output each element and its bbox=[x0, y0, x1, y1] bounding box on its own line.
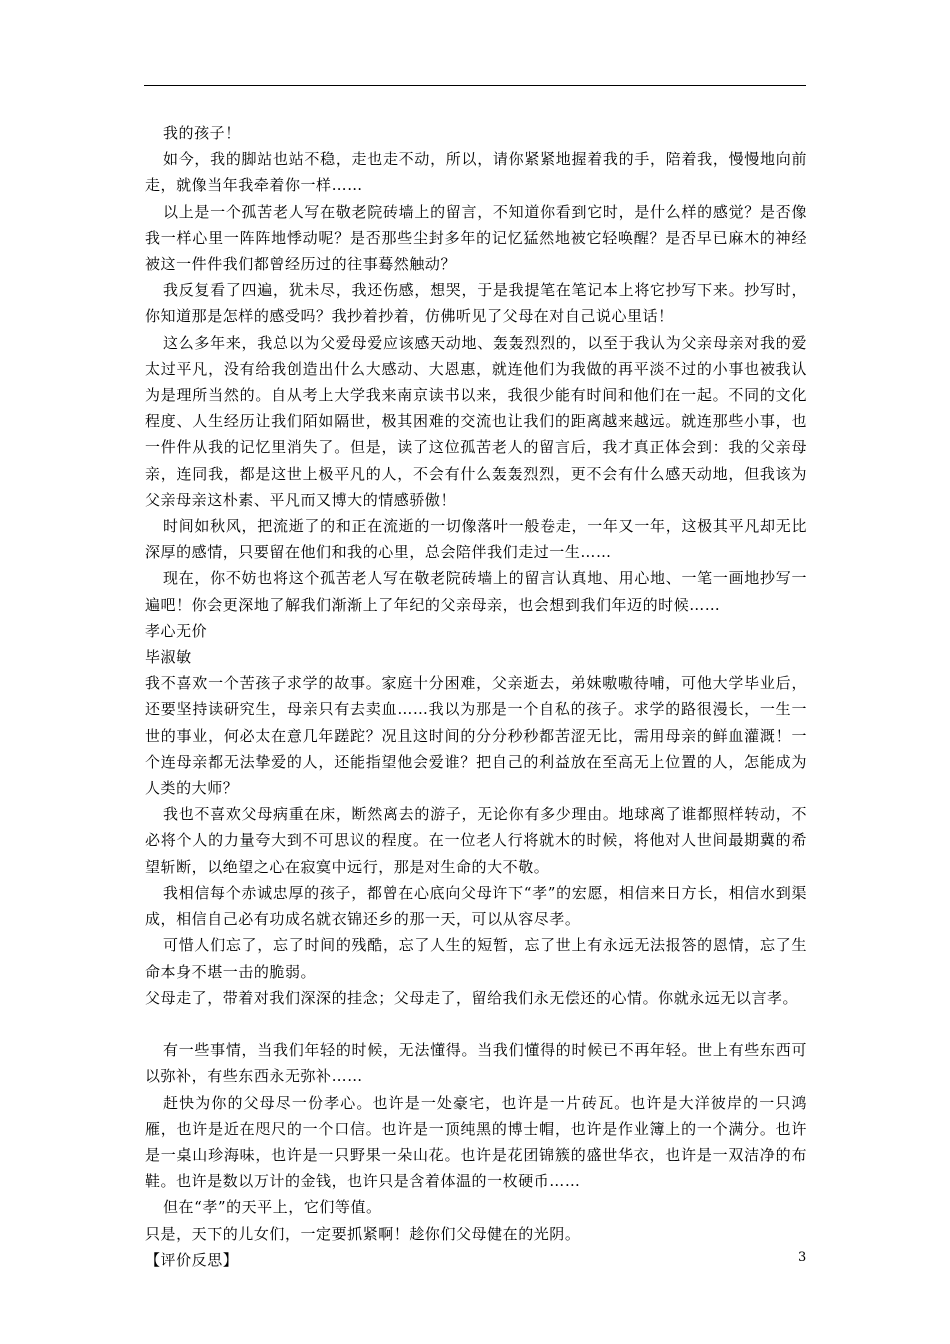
body-paragraph: 以上是一个孤苦老人写在敬老院砖墙上的留言，不知道你看到它时，是什么样的感觉？是否像我一样心里一阵阵地悸动呢？是否那些尘封多年的记忆猛然地被它轻唤醒？是否早已麻木的神经被这一件件我们都曾经历过的往事蓦然触动？ bbox=[145, 202, 807, 274]
body-paragraph: 可惜人们忘了，忘了时间的残酷，忘了人生的短暂，忘了世上有永远无法报答的恩情，忘了生命本身不堪一击的脆弱。 bbox=[145, 936, 807, 981]
body-paragraph: 赶快为你的父母尽一份孝心。也许是一处豪宅，也许是一片砖瓦。也许是大洋彼岸的一只鸿雁，也许是近在咫尺的一个口信。也许是一顶纯黑的博士帽，也许是作业簿上的一个满分。也许是一桌山珍海味，也许是一只野果一朵山花。也许是花团锦簇的盛世华衣，也许是一双洁净的布鞋。也许是数以万计的金钱，也许只是含着体温的一枚硬币…… bbox=[145, 1093, 807, 1191]
page-number: 3 bbox=[798, 1250, 807, 1265]
body-paragraph: 现在，你不妨也将这个孤苦老人写在敬老院砖墙上的留言认真地、用心地、一笔一画地抄写一遍吧！你会更深地了解我们渐渐上了年纪的父亲母亲，也会想到我们年迈的时候…… bbox=[145, 569, 807, 614]
document-body bbox=[145, 120, 807, 1273]
blank-line bbox=[145, 1011, 807, 1037]
article-title: 孝心无价 bbox=[145, 621, 208, 640]
body-paragraph: 我也不喜欢父母病重在床，断然离去的游子，无论你有多少理由。地球离了谁都照样转动，不必将个人的力量夸大到不可思议的程度。在一位老人行将就木的时候，将他对人世间最期冀的希望斩断，以绝望之心在寂寞中远行，那是对生命的大不敬。 bbox=[145, 805, 807, 876]
body-paragraph: 我不喜欢一个苦孩子求学的故事。家庭十分困难，父亲逝去，弟妹嗷嗷待哺，可他大学毕业后，还要坚持读研究生，母亲只有去卖血……我以为那是一个自私的孩子。求学的路很漫长，一生一世的事业，何必太在意几年蹉跎？况且这时间的分分秒秒都苦涩无比，需用母亲的鲜血灌溉！一个连母亲都无法挚爱的人，还能指望他会爱谁？把自己的利益放在至高无上位置的人，怎能成为人类的大师？ bbox=[145, 674, 807, 798]
body-paragraph: 父母走了，带着对我们深深的挂念；父母走了，留给我们永无偿还的心情。你就永远无以言孝。 bbox=[145, 988, 799, 1007]
salutation-paragraph: 我的孩子！ bbox=[163, 124, 241, 142]
body-paragraph: 但在“孝”的天平上，它们等值。 bbox=[163, 1198, 382, 1217]
body-paragraph: 我反复看了四遍，犹未尽，我还伤感，想哭，于是我提笔在笔记本上将它抄写下来。抄写时，你知道那是怎样的感受吗？我抄着抄着，仿佛听见了父母在对自己说心里话！ bbox=[145, 281, 807, 326]
body-paragraph: 有一些事情，当我们年轻的时候，无法懂得。当我们懂得的时候已不再年轻。世上有些东西可以弥补，有些东西永无弥补…… bbox=[145, 1041, 807, 1086]
section-heading: 【评价反思】 bbox=[145, 1250, 239, 1269]
body-paragraph: 只是，天下的儿女们，一定要抓紧啊！趁你们父母健在的光阴。 bbox=[145, 1224, 581, 1243]
body-paragraph: 这么多年来，我总以为父爱母爱应该感天动地、轰轰烈烈的，以至于我认为父亲母亲对我的爱太过平凡，没有给我创造出什么大感动、大恩惠，就连他们为我做的再平淡不过的小事也被我认为是理所当然的。自从考上大学我来南京读书以来，我很少能有时间和他们在一起。不同的文化程度、人生经历让我们陌如隔世，极其困难的交流也让我们的距离越来越远。就连那些小事，也一件件从我的记忆里消失了。但是，读了这位孤苦老人的留言后，我才真正体会到：我的父亲母亲，连同我，都是这世上极平凡的人，不会有什么轰轰烈烈，更不会有什么感天动地，但我该为父亲母亲这朴素、平凡而又博大的情感骄傲！ bbox=[145, 333, 807, 509]
header-rule bbox=[144, 85, 806, 86]
article-author: 毕淑敏 bbox=[145, 648, 192, 667]
body-paragraph: 如今，我的脚站也站不稳，走也走不动，所以，请你紧紧地握着我的手，陪着我，慢慢地向前走，就像当年我牵着你一样…… bbox=[145, 150, 807, 195]
body-paragraph: 时间如秋风，把流逝了的和正在流逝的一切像落叶一般卷走，一年又一年，这极其平凡却无比深厚的感情，只要留在他们和我的心里，总会陪伴我们走过一生…… bbox=[145, 517, 807, 562]
body-paragraph: 我相信每个赤诚忠厚的孩子，都曾在心底向父母许下“孝”的宏愿，相信来日方长，相信水到渠成，相信自己必有功成名就衣锦还乡的那一天，可以从容尽孝。 bbox=[145, 883, 807, 929]
